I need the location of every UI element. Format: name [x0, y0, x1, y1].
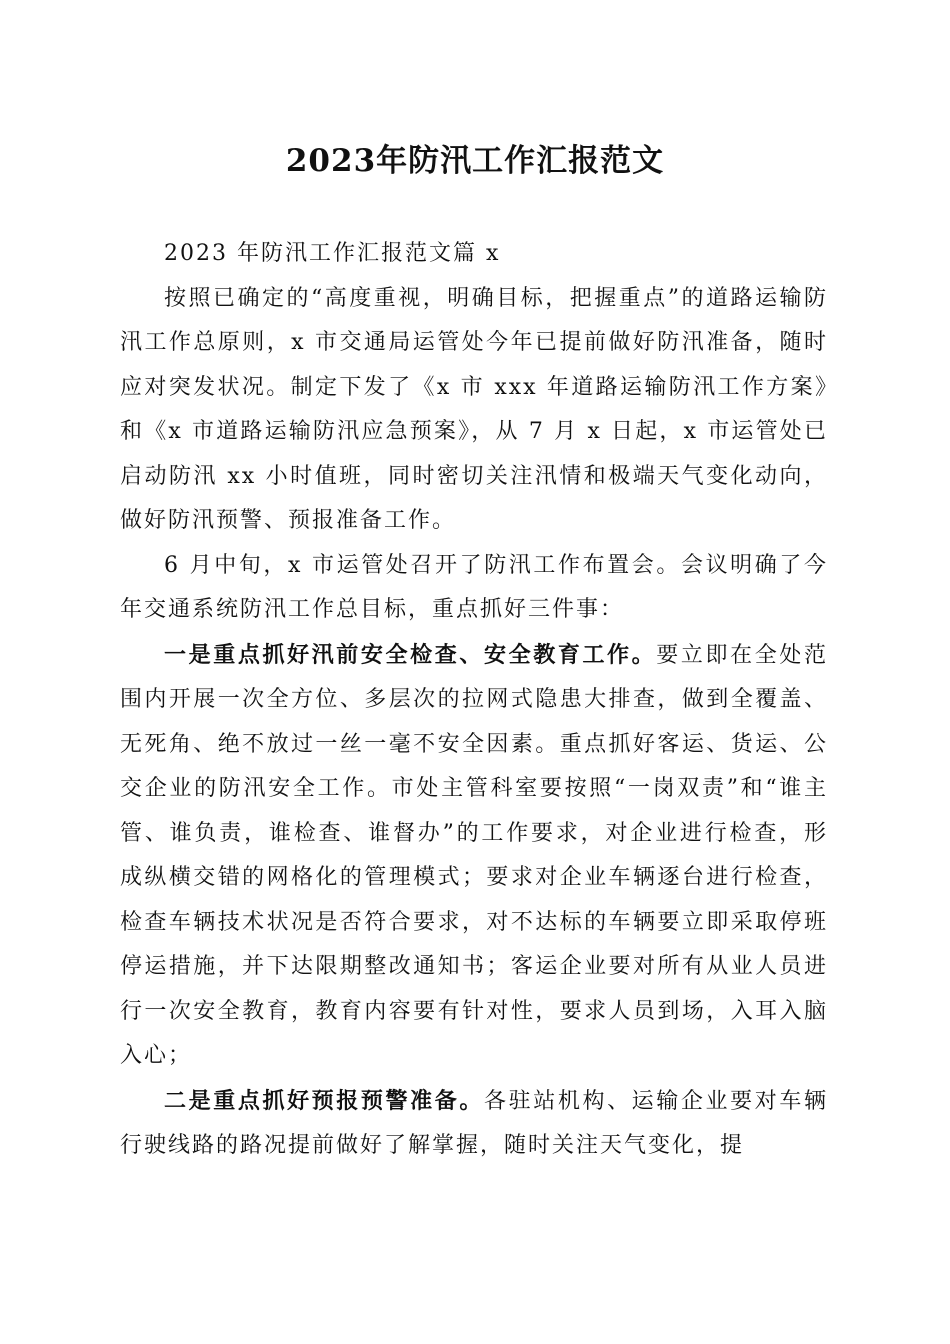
paragraph-1-text: 按照已确定的“高度重视，明确目标，把握重点”的道路运输防汛工作总原则，x 市交通局运管处今年已提前做好防汛准备，随时应对突发状况。制定下发了《x 市 xxx 年道路运输防汛工作方案》和《x 市道路运输防汛应急预案》，从 7 月 x 日起，x 市运管处已启动防汛 xx 小时值班，同时密切关注汛情和极端天气变化动向，做好防汛预警、预报准备工作。 — [120, 285, 828, 533]
paragraph-3-lead: 一是重点抓好汛前安全检查、安全教育工作。 — [164, 641, 657, 668]
paragraph-2-text: 6 月中旬，x 市运管处召开了防汛工作布置会。会议明确了今年交通系统防汛工作总目标，重点抓好三件事： — [120, 552, 828, 622]
paragraph-4-lead: 二是重点抓好预报预警准备。 — [164, 1087, 484, 1114]
paragraph-3-text: 要立即在全处范围内开展一次全方位、多层次的拉网式隐患大排查，做到全覆盖、无死角、绝不放过一丝一毫不安全因素。重点抓好客运、货运、公交企业的防汛安全工作。市处主管科室要按照“一岗双责”和“谁主管、谁负责，谁检查、谁督办”的工作要求，对企业进行检查，形成纵横交错的网格化的管理模式；要求对企业车辆逐台进行检查，检查车辆技术状况是否符合要求，对不达标的车辆要立即采取停班停运措施，并下达限期整改通知书；客运企业要对所有从业人员进行一次安全教育，教育内容要有针对性，要求人员到场，入耳入脑入心； — [120, 642, 828, 1068]
paragraph-4-text: 各驻站机构、运输企业要对车辆行驶线路的路况提前做好了解掌握，随时关注天气变化，提 — [120, 1088, 828, 1158]
paragraph-3 — [120, 633, 828, 1079]
document-title: 2023年防汛工作汇报范文 — [285, 143, 665, 179]
paragraph-4 — [120, 1079, 828, 1169]
paragraph-1 — [120, 277, 828, 544]
document-body — [120, 232, 828, 1169]
document-subtitle: 2023 年防汛工作汇报范文篇 x — [164, 241, 501, 266]
paragraph-2 — [120, 544, 828, 633]
